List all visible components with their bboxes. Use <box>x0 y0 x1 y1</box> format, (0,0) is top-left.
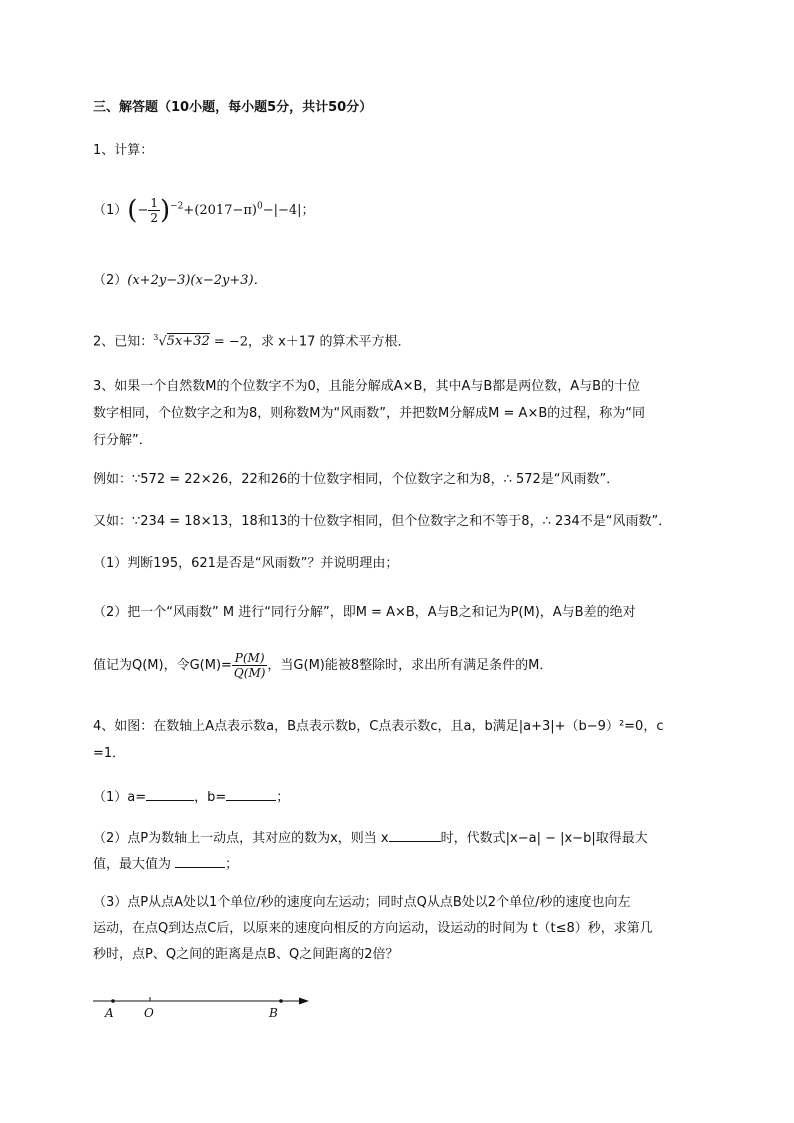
q2-root-index: 3 <box>153 333 159 342</box>
q3-line1: 3、如果一个自然数M的个位数字不为0，且能分解成A×B，其中A与B都是两位数，A与B的十位 <box>93 379 641 394</box>
q3-line2: 数字相同，个位数字之和为8，则称数M为“风雨数”，并把数M分解成M = A×B的过程，称为“同 <box>93 406 645 421</box>
q1-part2 <box>93 271 267 291</box>
q3-part2-line2 <box>93 651 552 680</box>
point-a-label: A <box>105 1006 114 1020</box>
q2-suffix: ，求 x＋17 的算术平方根． <box>248 334 411 350</box>
q1-part1 <box>93 196 315 225</box>
q2-radicand: 5x+32 <box>166 334 210 350</box>
q1-part2-label: （2） <box>93 273 128 288</box>
q2-equals: = −2 <box>209 334 249 350</box>
q3-part2-fraction <box>232 651 268 680</box>
answer-blank-x[interactable] <box>389 827 441 842</box>
answer-blank-b[interactable] <box>226 786 276 801</box>
fraction-denominator: Q(M) <box>233 666 266 680</box>
q3-example2: 又如：∵234 = 18×13，18和13的十位数字相同，但个位数字之和不等于8，∴ 234不是“风雨数”． <box>93 514 672 529</box>
q1-part1-label: （1） <box>93 203 128 218</box>
q3-line3: 行分解”． <box>93 433 152 448</box>
q4-part1-b: ，b= <box>194 790 227 805</box>
q4-part1-c: ； <box>276 790 290 805</box>
fraction-denominator: 2 <box>150 211 158 225</box>
answer-blank-a[interactable] <box>146 786 194 801</box>
q1-part1-exponent2: 0 <box>256 201 263 212</box>
q4-part3-line3: 秒时，点P、Q之间的距离是点B、Q之间距离的2倍？ <box>93 947 399 962</box>
q4-part3-line2: 运动，在点Q到达点C后，以原来的速度向相反的方向运动，设运动的时间为 t（t≤8）秒，求第几 <box>93 921 653 936</box>
section-title: 三、解答题（10小题，每小题5分，共计50分） <box>93 100 373 115</box>
q1-stem: 1、计算： <box>93 143 154 158</box>
origin-label: O <box>144 1006 154 1020</box>
q4-line2: =1． <box>93 746 126 761</box>
q4-part2-text-d: ； <box>225 857 239 872</box>
q4-part2-line1 <box>93 827 648 849</box>
q3-part2-text-b: ，当G(M)能被8整除时，求出所有满足条件的M． <box>267 658 553 673</box>
q1-part1-tail: −|−4|； <box>262 203 315 218</box>
q4-part2-text-b: 时，代数式|x−a| − |x−b|取得最大 <box>440 831 648 846</box>
q1-part1-fraction <box>148 196 160 225</box>
q3-part1: （1）判断195，621是否是“风雨数”？并说明理由； <box>93 556 399 571</box>
right-paren-icon: ) <box>159 195 171 226</box>
q3-example1: 例如：∵572 = 22×26，22和26的十位数字相同，个位数字之和为8，∴ 572是“风雨数”． <box>93 472 620 487</box>
number-line <box>93 993 323 1025</box>
q1-part1-minus: − <box>137 203 149 218</box>
point-b-label: B <box>269 1006 278 1020</box>
q3-part2-line1: （2）把一个“风雨数” M 进行“同行分解”，即M = A×B，A与B之和记为P(M)，A与B差的绝对 <box>93 605 636 620</box>
point-a-dot <box>111 999 115 1003</box>
q1-part1-mid: +(2017−π) <box>183 203 257 218</box>
q4-part3-line1: （3）点P从点A处以1个单位/秒的速度向左运动；同时点Q从点B处以2个单位/秒的速度也向左 <box>93 895 631 910</box>
point-b-dot <box>279 999 283 1003</box>
q2-line <box>93 328 411 352</box>
fraction-numerator: P(M) <box>232 651 268 666</box>
radical-icon: √ <box>158 334 167 350</box>
q1-part2-expr: (x+2y−3)(x−2y+3)． <box>127 273 267 288</box>
q4-part2-text-c: 值，最大值为 <box>93 857 176 872</box>
q1-part1-exponent1: −2 <box>170 201 184 212</box>
answer-blank-max[interactable] <box>175 853 225 868</box>
q3-part2-text-a: 值记为Q(M)，令G(M)= <box>93 658 232 673</box>
q4-line1: 4、如图：在数轴上A点表示数a，B点表示数b，C点表示数c，且a，b满足|a+3|+（b−9）²=0，c <box>93 719 664 734</box>
q4-part2-line2 <box>93 853 238 875</box>
left-paren-icon: ( <box>127 195 138 226</box>
q4-part1-a: （1）a= <box>93 790 147 805</box>
arrow-right-icon <box>299 998 309 1005</box>
q4-part1 <box>93 786 289 808</box>
q2-prefix: 2、已知： <box>93 334 154 350</box>
q4-part2-text-a: （2）点P为数轴上一动点，其对应的数为x，则当 x <box>93 831 389 846</box>
fraction-numerator: 1 <box>150 196 158 210</box>
